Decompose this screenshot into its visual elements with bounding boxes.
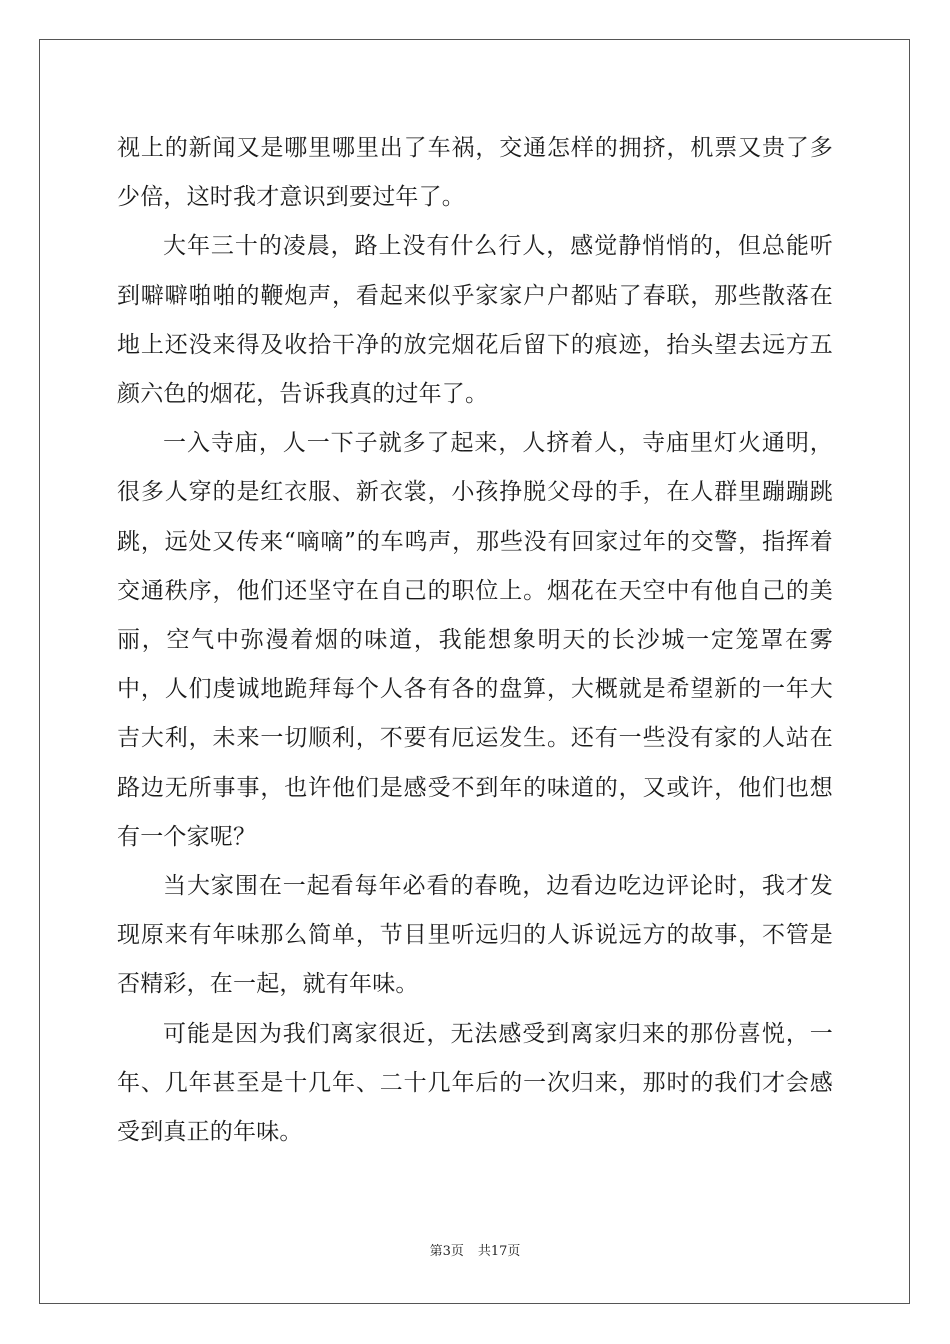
page-footer	[0, 1244, 950, 1260]
paragraph-3: 一入寺庙，人一下子就多了起来，人挤着人，寺庙里灯火通明，很多人穿的是红衣服、新衣裳，小孩挣脱父母的手，在人群里蹦蹦跳跳，远处又传来“嘀嘀”的车鸣声，那些没有回家过年的交警，指挥着交通秩序，他们还坚守在自己的职位上。烟花在天空中有他自己的美丽，空气中弥漫着烟的味道，我能想象明天的长沙城一定笼罩在雾中，人们虔诚地跪拜每个人各有各的盘算，大概就是希望新的一年大吉大利，未来一切顺利，不要有厄运发生。还有一些没有家的人站在路边无所事事，也许他们是感受不到年的味道的，又或许，他们也想有一个家呢？	[117, 430, 833, 850]
paragraph-2: 大年三十的凌晨，路上没有什么行人，感觉静悄悄的，但总能听到噼噼啪啪的鞭炮声，看起来似乎家家户户都贴了春联，那些散落在地上还没来得及收拾干净的放完烟花后留下的痕迹，抬头望去远方五颜六色的烟花，告诉我真的过年了。	[117, 233, 833, 408]
paragraph-4: 当大家围在一起看每年必看的春晚，边看边吃边评论时，我才发现原来有年味那么简单，节目里听远归的人诉说远方的故事，不管是否精彩，在一起，就有年味。	[117, 873, 833, 998]
paragraph-5: 可能是因为我们离家很近，无法感受到离家归来的那份喜悦，一年、几年甚至是十几年、二十几年后的一次归来，那时的我们才会感受到真正的年味。	[117, 1020, 833, 1146]
page-total: 共17页	[477, 1244, 521, 1259]
paragraph-1: 视上的新闻又是哪里哪里出了车祸，交通怎样的拥挤，机票又贵了多少倍，这时我才意识到要过年了。	[117, 135, 833, 211]
page-number: 第3页	[429, 1244, 464, 1259]
document-body	[117, 124, 833, 1157]
